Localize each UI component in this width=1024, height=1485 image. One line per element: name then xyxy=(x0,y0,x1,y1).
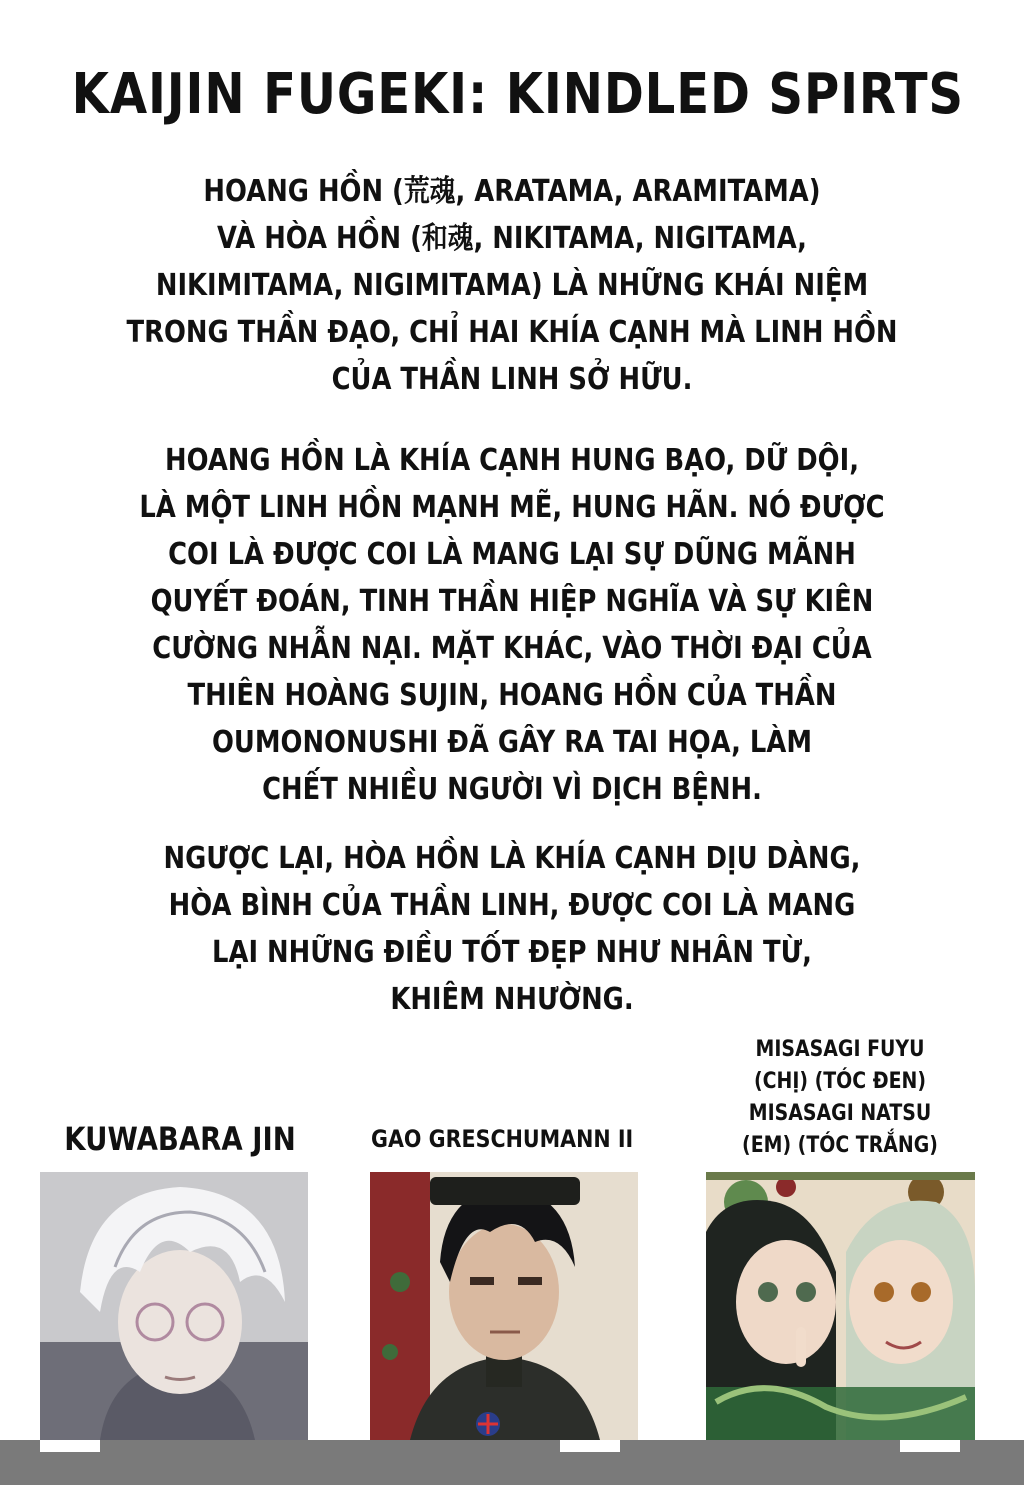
paragraph-line: LẠI NHỮNG ĐIỀU TỐT ĐẸP NHƯ NHÂN TỪ, xyxy=(212,935,812,970)
paragraph-line: VÀ HÒA HỒN (和魂, NIKITAMA, NIGITAMA, xyxy=(217,221,807,256)
paragraph-aratama xyxy=(60,437,964,813)
bar-notch xyxy=(40,1440,100,1452)
character-name-gao-greschumann: GAO GRESCHUMANN II xyxy=(371,1125,634,1153)
paragraph-line: NIKIMITAMA, NIGIMITAMA) LÀ NHỮNG KHÁI NIỆM xyxy=(155,268,869,303)
twin-sisters-portrait xyxy=(706,1172,975,1440)
paragraph-line: QUYẾT ĐOÁN, TINH THẦN HIỆP NGHĨA VÀ SỰ KIÊN xyxy=(150,584,874,619)
paragraph-line: NGƯỢC LẠI, HÒA HỒN LÀ KHÍA CẠNH DỊU DÀNG, xyxy=(163,841,861,876)
paragraph-line: OUMONONUSHI ĐÃ GÂY RA TAI HỌA, LÀM xyxy=(211,725,813,760)
paragraph-line: CỦA THẦN LINH SỞ HỮU. xyxy=(331,362,693,397)
caption-line: (CHỊ) (TÓC ĐEN) xyxy=(753,1069,926,1094)
character-name-misasagi-sisters xyxy=(702,1034,977,1162)
paragraph-line: KHIÊM NHƯỜNG. xyxy=(390,982,634,1017)
paragraph-line: CƯỜNG NHẪN NẠI. MẶT KHÁC, VÀO THỜI ĐẠI CỦA xyxy=(152,631,872,666)
character-name-kuwabara-jin: KUWABARA JIN xyxy=(64,1120,296,1158)
paragraph-line: HOANG HỒN LÀ KHÍA CẠNH HUNG BẠO, DỮ DỘI, xyxy=(164,443,860,478)
bottom-scan-bar xyxy=(0,1440,1024,1485)
white-haired-boy-portrait xyxy=(40,1172,308,1440)
paragraph-line: TRONG THẦN ĐẠO, CHỈ HAI KHÍA CẠNH MÀ LINH HỒN xyxy=(126,315,898,350)
bar-notch xyxy=(900,1440,960,1452)
paragraph-line: THIÊN HOÀNG SUJIN, HOANG HỒN CỦA THẦN xyxy=(187,678,837,713)
paragraph-line: LÀ MỘT LINH HỒN MẠNH MẼ, HUNG HÃN. NÓ ĐƯỢC xyxy=(139,490,885,525)
paragraph-line: HOANG HỒN (荒魂, ARATAMA, ARAMITAMA) xyxy=(203,174,821,209)
paragraph-line: CHẾT NHIỀU NGƯỜI VÌ DỊCH BỆNH. xyxy=(262,772,762,807)
paragraph-intro xyxy=(60,168,964,403)
dark-haired-officer-portrait xyxy=(370,1172,638,1440)
page-title: KAIJIN FUGEKI: KINDLED SPIRTS xyxy=(71,62,964,127)
caption-line: MISASAGI FUYU xyxy=(755,1037,925,1062)
paragraph-line: HÒA BÌNH CỦA THẦN LINH, ĐƯỢC COI LÀ MANG xyxy=(168,888,856,923)
paragraph-line: COI LÀ ĐƯỢC COI LÀ MANG LẠI SỰ DŨNG MÃNH xyxy=(168,537,856,572)
caption-line: MISASAGI NATSU xyxy=(748,1101,932,1126)
caption-line: (EM) (TÓC TRẮNG) xyxy=(742,1133,938,1158)
bar-notch xyxy=(560,1440,620,1452)
paragraph-nigitama xyxy=(60,835,964,1023)
